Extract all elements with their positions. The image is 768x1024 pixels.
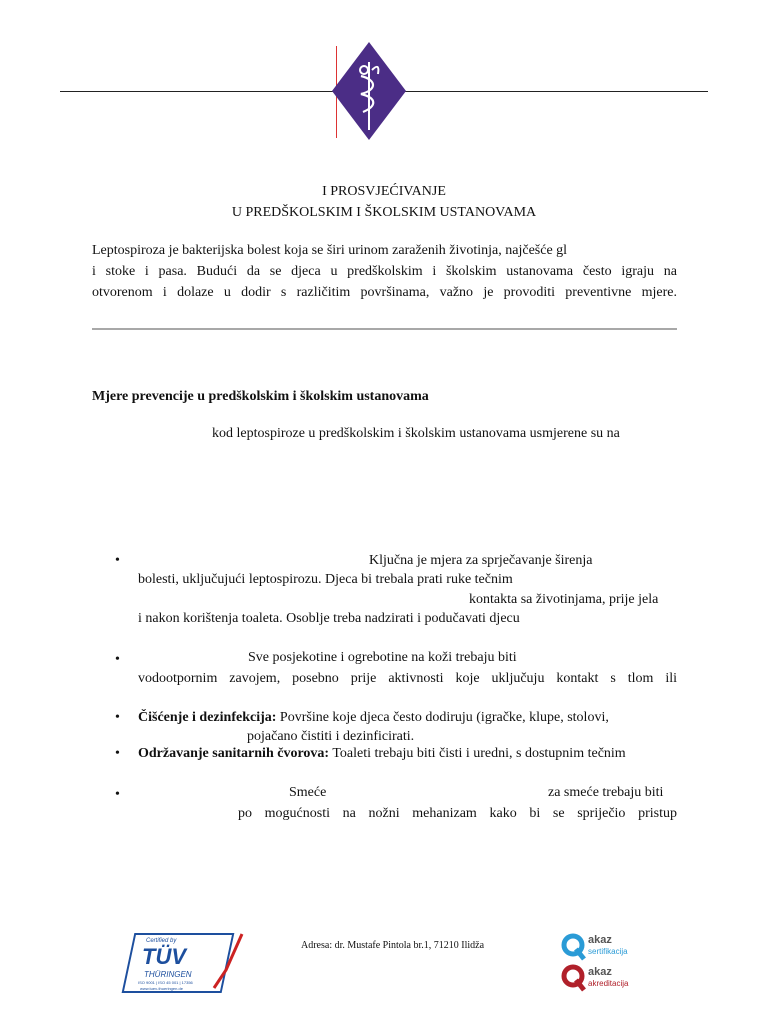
bullet-icon: • xyxy=(115,553,120,568)
akaz1-sub: sertifikacija xyxy=(588,947,628,956)
tuv-url: www.tuev-thueringen.de xyxy=(140,986,183,991)
bullet4-bold: Održavanje sanitarnih čvorova: xyxy=(138,746,330,761)
bullet1-line3: kontakta sa životinjama, prije jela xyxy=(469,592,659,607)
page-title-line2: U PREDŠKOLSKIM I ŠKOLSKIM USTANOVAMA xyxy=(231,205,537,220)
bullet-icon: • xyxy=(115,787,120,802)
footer-address: Adresa: dr. Mustafe Pintola br.1, 71210 Ilidža xyxy=(301,940,485,951)
bullet4-line1 xyxy=(138,746,626,762)
bullet1-line1: Ključna je mjera za sprječavanje širenja xyxy=(369,553,593,568)
bullet2-line2: vodootpornim zavojem, posebno prije aktivnosti koje uključuju kontakt s tlom ili xyxy=(138,671,677,686)
bullet-icon: • xyxy=(115,710,120,725)
bullet3-line1 xyxy=(138,710,609,726)
intro-line3: otvorenom i dolaze u dodir s različitim površinama, važno je provoditi preventivne mjere. xyxy=(92,285,677,300)
akaz-logos xyxy=(557,930,645,996)
akaz2-sub: akreditacija xyxy=(588,979,629,988)
bullet1-line2: bolesti, uključujući leptospirozu. Djeca bi trebala prati ruke tečnim xyxy=(138,572,513,587)
tuv-certification-logo xyxy=(118,930,250,996)
section-divider xyxy=(92,328,677,330)
intro-line2: i stoke i pasa. Budući da se djeca u predškolskim i školskim ustanovama često igraju na xyxy=(92,264,677,279)
bullet5-word: Smeće xyxy=(289,785,327,800)
bullet-icon: • xyxy=(115,746,120,761)
bullet3-line2: pojačano čistiti i dezinficirati. xyxy=(247,729,415,744)
bullet5-line2: po mogućnosti na nožni mehanizam kako bi se spriječio pristup xyxy=(238,806,677,821)
bullet3-text: Površine koje djeca često dodiruju (igračke, klupe, stolovi, xyxy=(279,710,609,725)
section-subtext: kod leptospiroze u predškolskim i školskim ustanovama usmjerene su na xyxy=(212,426,620,441)
section-heading: Mjere prevencije u predškolskim i školskim ustanovama xyxy=(92,389,429,404)
tuv-region: THÜRINGEN xyxy=(144,970,192,979)
akaz1-title: akaz xyxy=(588,934,612,946)
akaz-sertifikacija-icon xyxy=(561,933,587,961)
bullet5-line1-end: za smeće trebaju biti xyxy=(548,785,664,800)
bullet1-line4: i nakon korištenja toaleta. Osoblje treba nadzirati i podučavati djecu xyxy=(138,611,520,626)
bullet3-bold: Čišćenje i dezinfekcija: xyxy=(138,710,277,725)
intro-line1: Leptospiroza je bakterijska bolest koja se širi urinom zaraženih životinja, najčešće gl xyxy=(92,243,568,258)
bullet-icon: • xyxy=(115,652,120,667)
caduceus-logo-icon xyxy=(330,40,408,142)
akaz-akreditacija-icon xyxy=(561,964,587,992)
akaz2-title: akaz xyxy=(588,966,612,978)
tuv-certified-by: Certified by xyxy=(146,938,177,944)
bullet2-line1: Sve posjekotine i ogrebotine na koži trebaju biti xyxy=(248,650,517,665)
tuv-small-print: ISO 9001 | ISO 45 001 | 17356 xyxy=(138,980,193,985)
tuv-brand: TÜV xyxy=(142,944,186,969)
bullet4-text: Toaleti trebaju biti čisti i uredni, s dostupnim tečnim xyxy=(332,746,626,761)
page-title-line1: I PROSVJEĆIVANJE xyxy=(322,184,446,199)
